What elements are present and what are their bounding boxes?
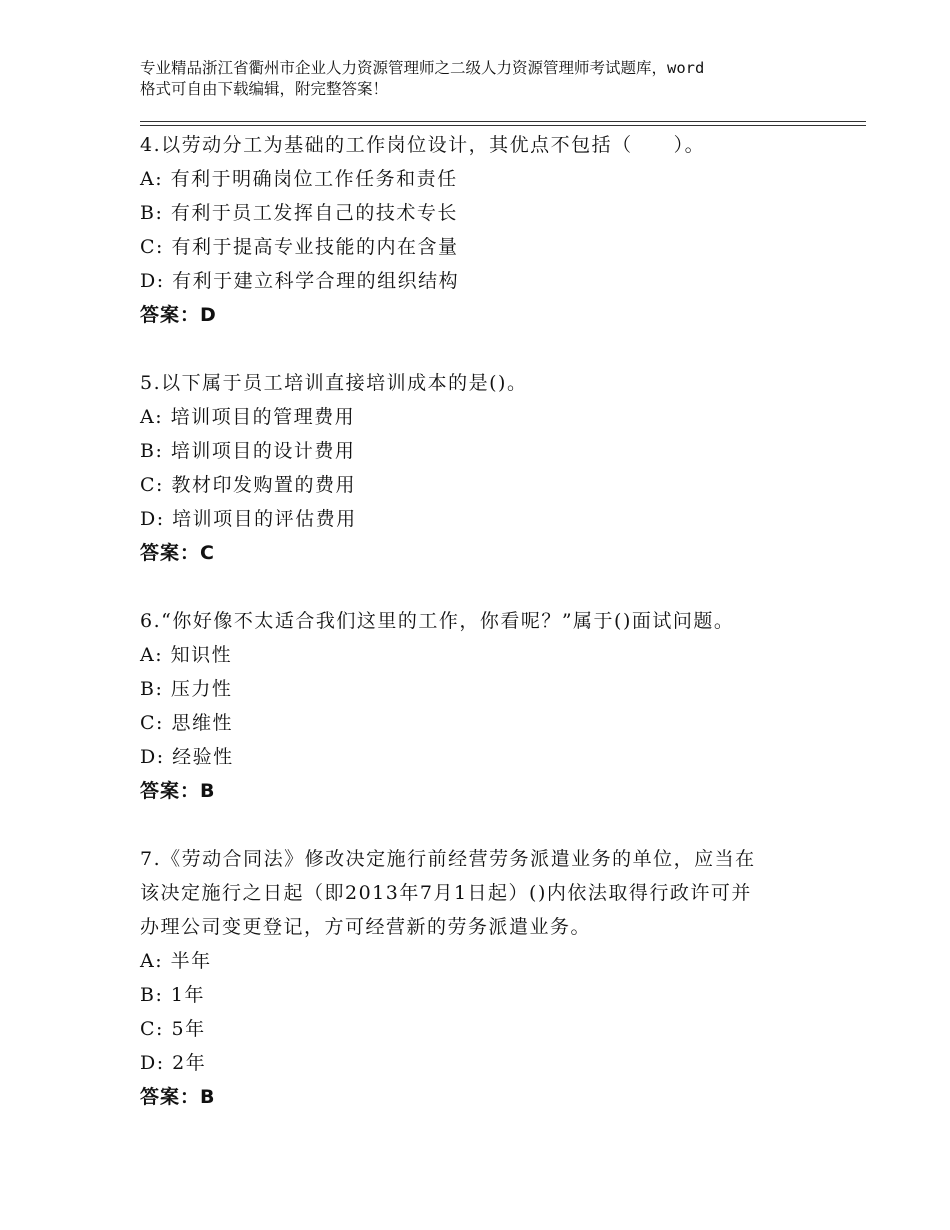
document-header [140, 58, 820, 100]
question-list [140, 128, 830, 1148]
option-c: C: 5年 [140, 1018, 206, 1040]
option-d: D: 培训项目的评估费用 [140, 508, 357, 530]
answer-label: 答案：D [140, 304, 217, 326]
question-5 [140, 366, 830, 570]
header-line-1: 专业精品浙江省衢州市企业人力资源管理师之二级人力资源管理师考试题库，word [140, 59, 705, 77]
option-a: A: 培训项目的管理费用 [140, 406, 356, 428]
question-stem: 5.以下属于员工培训直接培训成本的是()。 [140, 372, 528, 394]
option-c: C: 思维性 [140, 712, 233, 734]
header-line-2: 格式可自由下载编辑，附完整答案！ [140, 80, 389, 98]
header-divider-bottom [140, 125, 866, 126]
question-7 [140, 842, 830, 1114]
option-b: B: 有利于员工发挥自己的技术专长 [140, 202, 458, 224]
answer-label: 答案：C [140, 542, 215, 564]
question-stem-line-2: 该决定施行之日起（即2013年7月1日起）()内依法取得行政许可并 [140, 882, 752, 904]
option-d: D: 有利于建立科学合理的组织结构 [140, 270, 460, 292]
question-stem: 4.以劳动分工为基础的工作岗位设计，其优点不包括（ ）。 [140, 134, 706, 156]
option-d: D: 2年 [140, 1052, 207, 1074]
question-4 [140, 128, 830, 332]
option-c: C: 教材印发购置的费用 [140, 474, 356, 496]
question-stem-line-3: 办理公司变更登记，方可经营新的劳务派遣业务。 [140, 916, 592, 938]
question-6 [140, 604, 830, 808]
option-b: B: 压力性 [140, 678, 233, 700]
question-stem: 6.“你好像不太适合我们这里的工作，你看呢？”属于()面试问题。 [140, 610, 735, 632]
answer-label: 答案：B [140, 780, 216, 802]
option-a: A: 有利于明确岗位工作任务和责任 [140, 168, 458, 190]
option-b: B: 1年 [140, 984, 205, 1006]
answer-label: 答案：B [140, 1086, 216, 1108]
option-d: D: 经验性 [140, 746, 234, 768]
option-a: A: 半年 [140, 950, 212, 972]
question-stem-line-1: 7.《劳动合同法》修改决定施行前经营劳务派遣业务的单位，应当在 [140, 848, 756, 870]
option-a: A: 知识性 [140, 644, 233, 666]
option-c: C: 有利于提高专业技能的内在含量 [140, 236, 459, 258]
header-divider-top [140, 121, 866, 122]
option-b: B: 培训项目的设计费用 [140, 440, 356, 462]
